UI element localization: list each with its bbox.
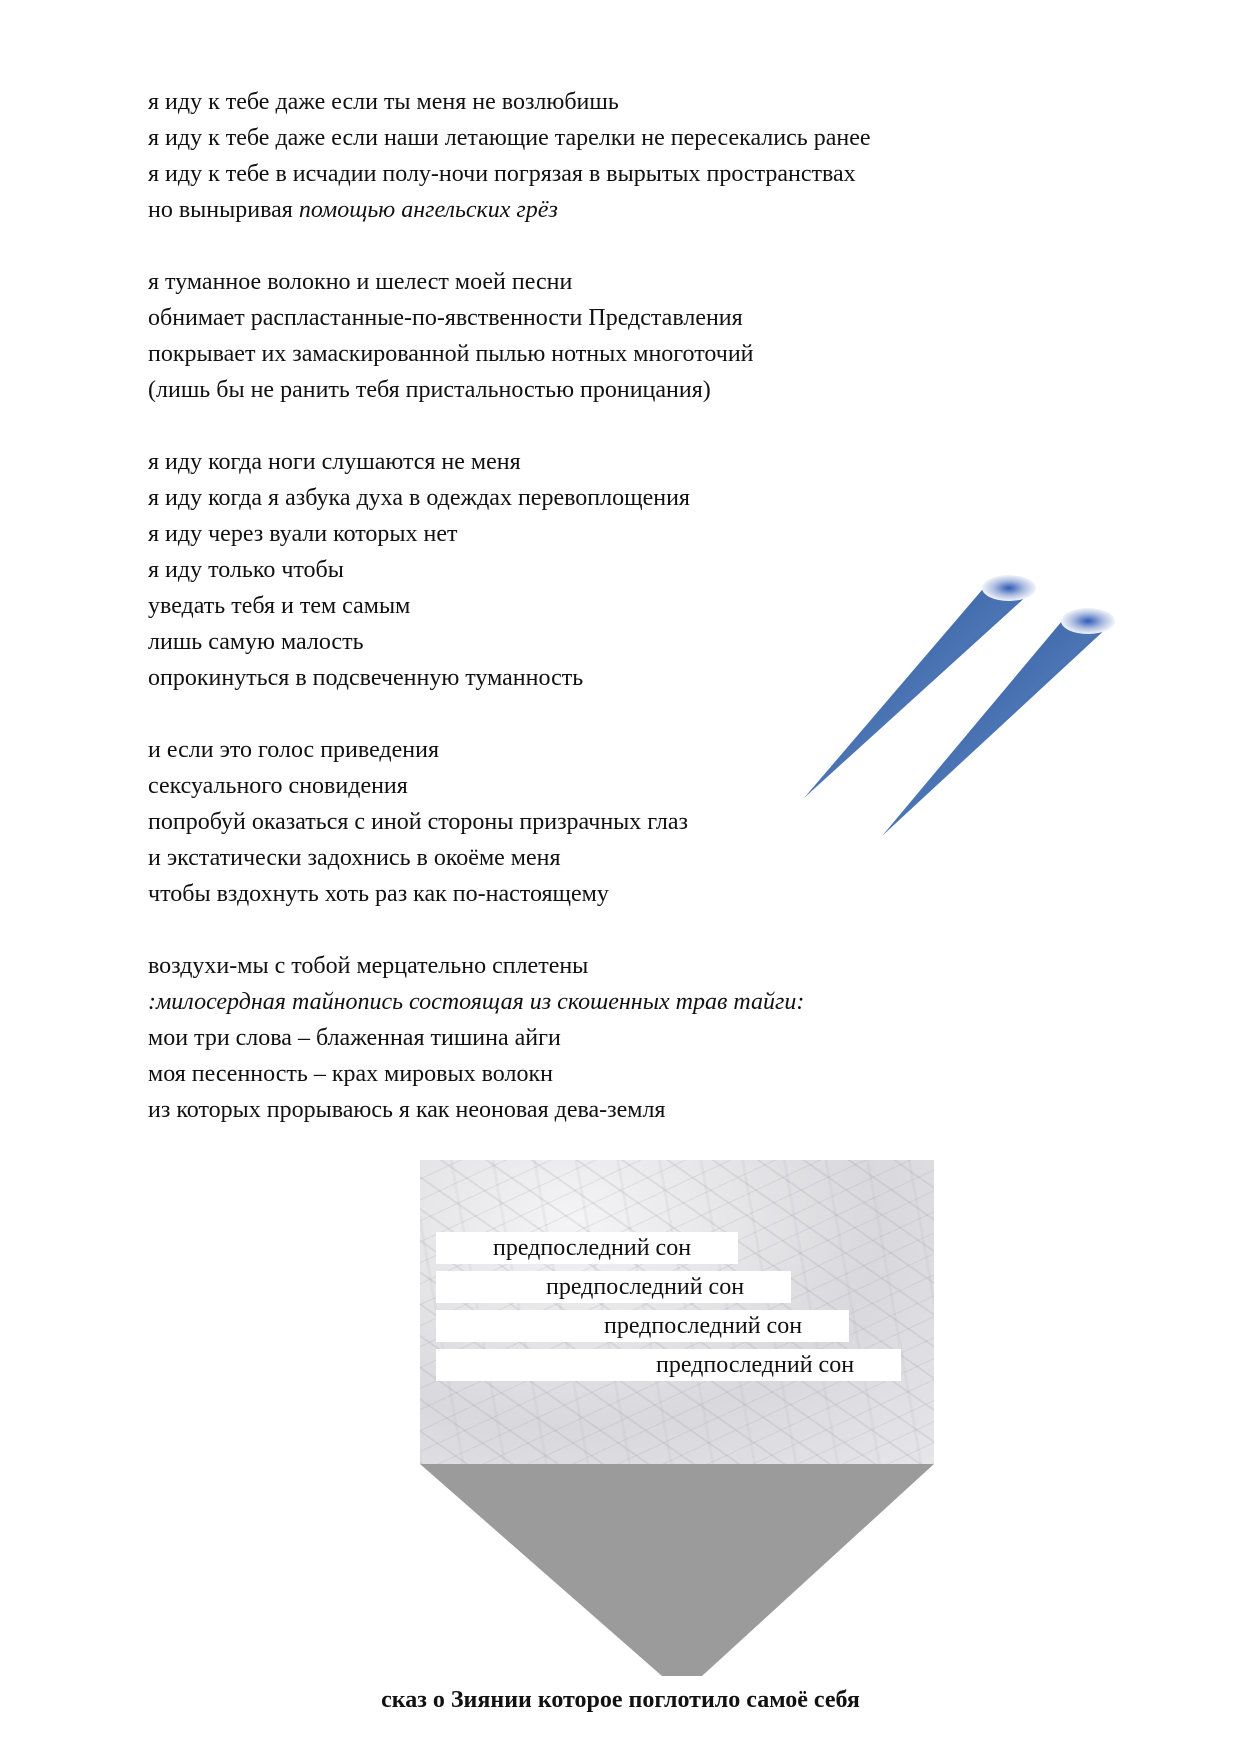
poem-line xyxy=(148,84,1048,120)
line-text: покрывает их замаскированной пылью нотных многоточий xyxy=(148,341,754,367)
stanza xyxy=(148,84,1048,228)
line-italic: :милосердная тайнопись состоящая из скошенных трав тайги: xyxy=(148,989,805,1015)
poem-line xyxy=(148,444,1048,480)
marble-figure xyxy=(420,1160,934,1676)
line-text: сексуального сновидения xyxy=(148,773,408,799)
dream-line-4: предпоследний сон xyxy=(436,1349,901,1381)
poem-line xyxy=(148,948,1048,984)
poem-line xyxy=(148,984,1048,1020)
dream-line-1: предпоследний сон xyxy=(436,1232,738,1264)
poem-line xyxy=(148,1020,1048,1056)
stanza xyxy=(148,948,1048,1128)
line-text: я иду когда ноги слушаются не меня xyxy=(148,449,521,475)
line-text: воздухи-мы с тобой мерцательно сплетены xyxy=(148,953,589,979)
dream-line-3: предпоследний сон xyxy=(436,1310,849,1342)
poem-line xyxy=(148,300,1048,336)
poem-line xyxy=(148,372,1048,408)
line-text: (лишь бы не ранить тебя пристальностью проницания) xyxy=(148,377,711,403)
line-text: но выныривая xyxy=(148,197,299,223)
blade-1 xyxy=(804,575,1036,798)
line-text: обнимает распластанные-по-явственности Представления xyxy=(148,305,743,331)
line-text: я туманное волокно и шелест моей песни xyxy=(148,269,573,295)
caption: сказ о Зиянии которое поглотило самоё себя xyxy=(381,1687,860,1713)
poem-line xyxy=(148,120,1048,156)
dream-line-2: предпоследний сон xyxy=(436,1271,791,1303)
blade-2 xyxy=(882,608,1115,836)
line-text: и если это голос приведения xyxy=(148,737,439,763)
line-text: мои три слова – блаженная тишина айги xyxy=(148,1025,561,1051)
line-text: и экстатически задохнись в окоёме меня xyxy=(148,845,561,871)
line-text: я иду к тебе в исчадии полу-ночи погрязая в вырытых пространствах xyxy=(148,161,856,187)
line-text: опрокинуться в подсвеченную туманность xyxy=(148,665,584,691)
poem-line xyxy=(148,156,1048,192)
line-italic: помощью ангельских грёз xyxy=(298,197,558,223)
line-text: чтобы вздохнуть хоть раз как по-настоящему xyxy=(148,881,609,907)
line-text: попробуй оказаться с иной стороны призрачных глаз xyxy=(148,809,689,835)
poem-line xyxy=(148,192,1048,228)
poem-line xyxy=(148,264,1048,300)
line-text: я иду через вуали которых нет xyxy=(148,521,458,547)
line-text: я иду только чтобы xyxy=(148,557,344,583)
poem-line xyxy=(148,876,1048,912)
blue-blades-decoration xyxy=(800,570,1160,850)
line-text: я иду к тебе даже если ты меня не возлюбишь xyxy=(148,89,619,115)
line-text: я иду когда я азбука духа в одеждах перевоплощения xyxy=(148,485,690,511)
line-text: из которых прорываюсь я как неоновая дева-земля xyxy=(148,1097,666,1123)
stanza xyxy=(148,264,1048,408)
poem-line xyxy=(148,1056,1048,1092)
line-text: уведать тебя и тем самым xyxy=(148,593,411,619)
poem-line xyxy=(148,480,1048,516)
poem-line xyxy=(148,1092,1048,1128)
line-text: я иду к тебе даже если наши летающие тарелки не пересекались ранее xyxy=(148,125,871,151)
poem-line xyxy=(148,516,1048,552)
line-text: лишь самую малость xyxy=(148,629,364,655)
line-text: моя песенность – крах мировых волокн xyxy=(148,1061,553,1087)
poem-line xyxy=(148,336,1048,372)
gray-cone xyxy=(420,1464,934,1676)
marble-block xyxy=(420,1160,934,1464)
